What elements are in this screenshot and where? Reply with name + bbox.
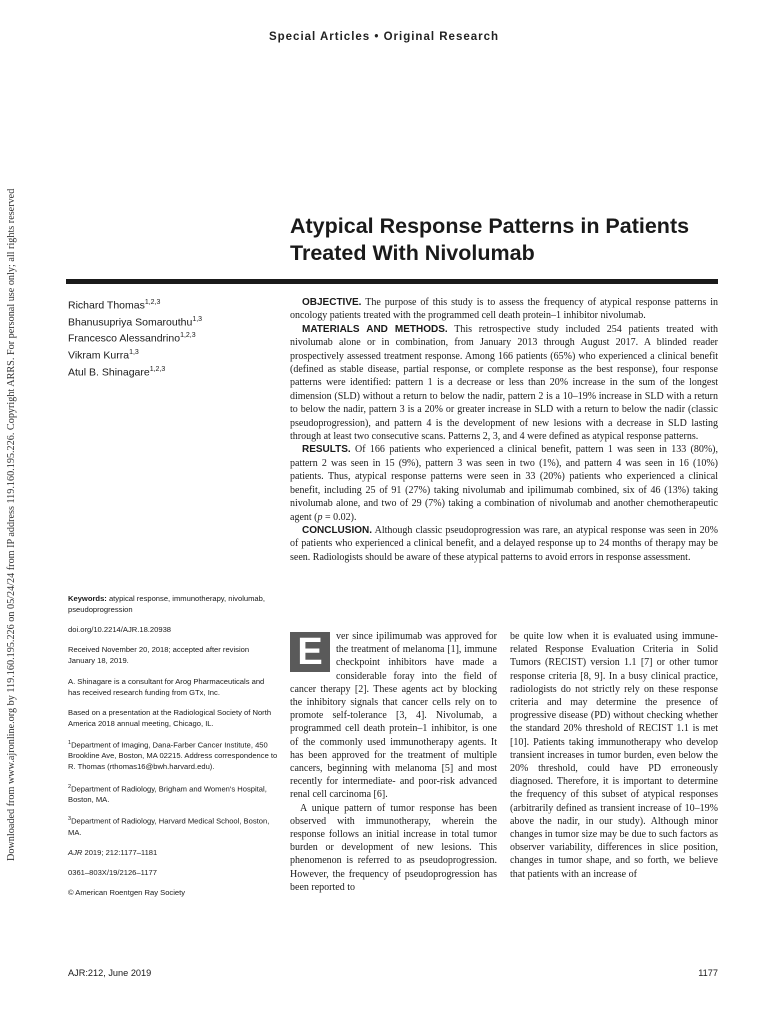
author: Bhanusupriya Somarouthu$^{1,3}$ <box>68 315 203 329</box>
drop-cap: E <box>290 632 330 672</box>
journal-footer: AJR:212, June 2019 <box>68 968 152 978</box>
author: Francesco Alessandrino$^{1,2,3}$ <box>68 332 196 345</box>
article-title: Atypical Response Patterns in Patients Treated With Nivolumab <box>290 214 690 265</box>
body-column-2 <box>510 630 718 881</box>
received-dates: Received November 20, 2018; accepted after revision January 18, 2019. <box>68 645 250 666</box>
abstract-methods: MATERIALS AND METHODS. This retrospective study included 254 patients treated with nivolumab alone or in combination, from January 2013 through August 2017. A blinded reader prospectively assessed treatment response. Among 166 patients (65%) who experienced a clinical benefit (defined as stable disease, partial response, or complete response as the best response), four response patterns were identified: pattern 1 is a decrease or less than 20% increase in the sum of the longest dimension (SLD) without a return to below the nadir, pattern 2 is a 10–19% increase in SLD with a return to below the nadir, pattern 3 is a 20% or greater increase in SLD with a return to below the nadir (classic pseudoprogression), and pattern 4 is the development of new lesions with a decrease in SLD lasting through at least two consecutive scans. Patterns 2, 3, and 4 were defined as atypical response patterns. <box>290 323 718 443</box>
author: Richard Thomas$^{1,2,3}$ <box>68 299 161 312</box>
page-number: 1177 <box>698 968 718 978</box>
author: Vikram Kurra$^{1,3}$ <box>68 349 139 362</box>
copyright: © American Roentgen Ray Society <box>68 888 186 898</box>
keywords: Keywords: atypical response, immunotherapy, nivolumab, pseudoprogression <box>68 594 265 614</box>
download-watermark: Downloaded from www.ajronline.org by 119.160.195.226 on 05/24/24 from IP address 119.160.195.226. Copyright ARRS. For personal use only; all rights reserved <box>6 188 17 862</box>
author-list <box>68 296 268 380</box>
affiliation-3: $^3$Department of Radiology, Harvard Medical School, Boston, MA. <box>68 816 270 837</box>
doi-link[interactable]: doi.org/10.2214/AJR.18.20938 <box>68 625 172 635</box>
issn: 0361–803X/19/2126–1177 <box>68 868 157 878</box>
body-column-1 <box>290 630 497 894</box>
disclosure: A. Shinagare is a consultant for Arog Pharmaceuticals and has received research funding from GTx, Inc. <box>68 676 265 697</box>
body-paragraph: A unique pattern of tumor response has been observed with immunotherapy, wherein the response follows an initial increase in total tumor burden or development of new lesions. This phenomenon is referred to as pseudoprogression. However, the frequency of pseudoprogression has been reported to <box>290 802 497 893</box>
body-paragraph: be quite low when it is evaluated using immune-related Response Evaluation Criteria in Solid Tumors (RECIST) version 1.1 [7] or other tumor response criteria [8, 9]. In a busy clinical practice, radiologists do not strictly rely on these response criteria and may determine the presence of progressive disease (PD) without checking whether the standard 20% threshold of RECIST 1.1 is met [10]. Patients taking immunotherapy who develop transient increases in tumor burden, even below the 20% threshold, could have PD erroneously diagnosed. Therefore, it is important to determine the frequency of this subset of atypical responses (arbitrarily defined as transient increase of 10–19% above the nadir, in our study). Although minor changes in tumor size may be due to such factors as observer variability, differences in slice position, changes in tumor shape, and so forth, we believe that patients with an increase of <box>510 631 718 880</box>
article-metadata <box>68 593 278 908</box>
citation: AJR 2019; 212:1177–1181 <box>68 848 158 858</box>
running-header: Special Articles • Original Research <box>268 31 500 43</box>
abstract-results: RESULTS. Of 166 patients who experienced a clinical benefit, pattern 1 was seen in 133 (80%), pattern 2 was seen in 15 (9%), pattern 3 was seen in two (1%), and pattern 4 was seen in 16 (10%) patients. Thus, atypical response patterns were seen in 33 (20%) patients who experienced a clinical benefit, including 25 of 91 (27%) taking nivolumab and ipilimumab combined, six of 46 (13%) taking nivolumab alone, and two of 29 (7%) taking a combination of nivolumab and another chemotherapeutic agent (p = 0.02). <box>290 444 718 523</box>
author: Atul B. Shinagare$^{1,2,3}$ <box>68 365 166 379</box>
abstract-conclusion: CONCLUSION. Although classic pseudoprogression was rare, an atypical response was seen in 20% of patients who experienced a clinical benefit, and a delayed response up to 24 months of therapy may be seen. Radiologists should be aware of these atypical patterns to avoid errors in response assessment. <box>290 524 718 563</box>
presentation-note: Based on a presentation at the Radiological Society of North America 2018 annual meeting, Chicago, IL. <box>68 707 272 728</box>
affiliation-2: $^2$Department of Radiology, Brigham and Women's Hospital, Boston, MA. <box>68 783 267 805</box>
abstract <box>290 296 718 564</box>
title-rule <box>66 279 718 284</box>
body-paragraph: E ver since ipilimumab was approved for the treatment of melanoma [1], immune checkpoint inhibitors have made a considerable foray into the field of cancer therapy [2]. These agents act by blocking the inhibitory signals that cancer cells rely on to promote self-tolerance [3, 4]. Nivolumab, a programmed cell death protein–1 inhibitor, is one of the commonly used immunotherapy agents. It has been approved for the treatment of multiple cancers, beginning with melanoma [5] and most recently for intermediate- and poor-risk advanced renal cell carcinoma [6]. <box>290 631 497 801</box>
affiliation-1: $^1$Department of Imaging, Dana-Farber Cancer Institute, 450 Brookline Ave, Boston, MA 02215. Address correspondence to R. Thomas (rthomas16@bwh.harvard.edu). <box>68 739 278 772</box>
abstract-objective: OBJECTIVE. The purpose of this study is to assess the frequency of atypical response patterns in oncology patients treated with the programmed cell death protein–1 inhibitor nivolumab. <box>290 297 718 322</box>
